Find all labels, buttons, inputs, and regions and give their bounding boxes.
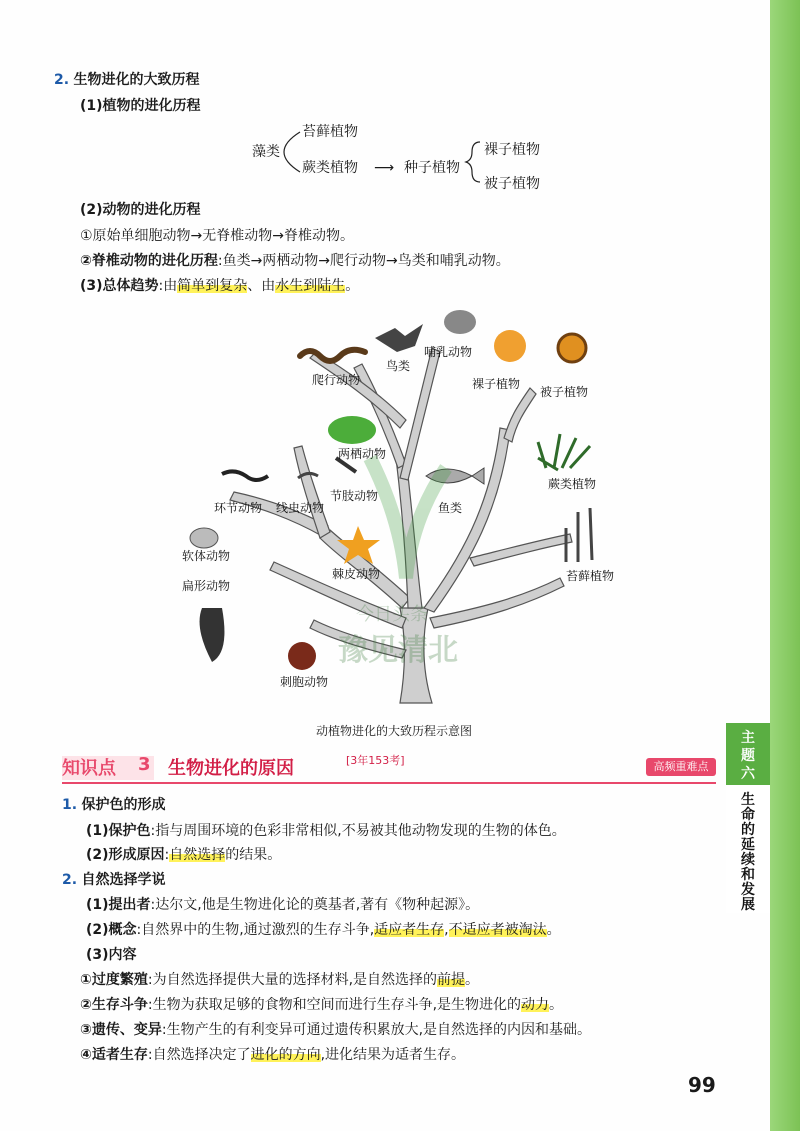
item2-highlight: 动力 xyxy=(521,997,550,1013)
plant-arrow: ⟶ xyxy=(374,160,395,176)
label-fish: 鱼类 xyxy=(438,501,463,515)
natural-item-4 xyxy=(80,1046,465,1064)
side-tab-char: 续 xyxy=(741,852,755,868)
protect-line-1 xyxy=(86,822,566,840)
protect-l2-label: (2)形成原因 xyxy=(86,847,165,863)
jellyfish-icon xyxy=(288,642,316,670)
natural-p2-highlight-2: 不适应者被淘汰 xyxy=(448,922,547,938)
plant-fern-label: 蕨类植物 xyxy=(302,160,358,176)
animal-line-2 xyxy=(80,252,510,270)
plant-root-label: 藻类 xyxy=(252,144,280,160)
side-tab-char: 发 xyxy=(741,882,755,898)
side-tab-char: 主 xyxy=(741,730,755,746)
side-tab-char: 展 xyxy=(741,897,755,913)
kp-label: 知识点 xyxy=(62,758,116,779)
item1-highlight: 前提 xyxy=(437,972,466,988)
label-annelid: 环节动物 xyxy=(214,501,263,515)
natural-title: 自然选择学说 xyxy=(81,872,166,888)
protect-l2-colon: : xyxy=(164,847,170,863)
plant-seed-label: 种子植物 xyxy=(404,160,460,176)
natural-item-3 xyxy=(80,1021,591,1039)
label-flatworm: 扁形动物 xyxy=(182,579,231,593)
label-angio: 被子植物 xyxy=(540,385,589,399)
natural-p2-end: 。 xyxy=(546,922,561,938)
label-moss: 苔藓植物 xyxy=(566,569,615,583)
item4-end: ,进化结果为适者生存。 xyxy=(320,1047,466,1063)
flatworm-icon xyxy=(200,608,225,662)
protect-line-2 xyxy=(86,846,281,864)
natural-item-2 xyxy=(80,996,563,1014)
sunflower-icon xyxy=(558,334,586,362)
section-title: 生物进化的大致历程 xyxy=(73,72,200,88)
bird-icon xyxy=(375,324,423,352)
item4-text: :自然选择决定了 xyxy=(147,1047,251,1063)
watermark-text-2: 豫见清北 xyxy=(338,633,458,668)
natural-p2-highlight-1: 适应者生存 xyxy=(374,922,445,938)
protect-l2-highlight: 自然选择 xyxy=(169,847,226,863)
label-fern: 蕨类植物 xyxy=(548,477,597,491)
kp-title: 生物进化的原因 xyxy=(168,758,294,779)
natural-p1-label: (1)提出者 xyxy=(86,897,151,913)
item2-text: :生物为获取足够的食物和空间而进行生存斗争,是生物进化的 xyxy=(147,997,522,1013)
trend-end: 。 xyxy=(345,278,360,294)
item2-end: 。 xyxy=(549,997,564,1013)
trend-line xyxy=(80,277,359,295)
gymnosperm-icon xyxy=(494,330,526,362)
natural-heading xyxy=(62,871,166,889)
trend-highlight-1: 简单到复杂 xyxy=(177,278,248,294)
item3-text: :生物产生的有利变异可通过遗传积累放大,是自然选择的内因和基础。 xyxy=(161,1022,592,1038)
item4-highlight: 进化的方向 xyxy=(250,1047,321,1063)
label-bird: 鸟类 xyxy=(386,359,411,373)
side-tab-body xyxy=(726,785,770,913)
kp-exam-count: [3年153考] xyxy=(346,754,405,767)
figure-caption: 动植物进化的大致历程示意图 xyxy=(316,724,473,738)
section-2-heading xyxy=(54,71,200,89)
plant-heading: (1)植物的进化历程 xyxy=(80,98,201,114)
item3-label: ③遗传、变异 xyxy=(80,1022,162,1038)
chapter-side-tab xyxy=(726,723,770,913)
natural-item-1 xyxy=(80,971,479,989)
page-edge xyxy=(770,0,800,1131)
kp-number: 3 xyxy=(138,754,151,775)
label-mammal: 哺乳动物 xyxy=(424,345,473,359)
snake-icon xyxy=(300,350,365,361)
protect-title: 保护色的形成 xyxy=(81,797,166,813)
plant-moss-label: 苔藓植物 xyxy=(302,124,358,140)
fern-icon xyxy=(538,434,590,470)
trend-label: (3)总体趋势 xyxy=(80,278,159,294)
section-number: 2. xyxy=(54,72,70,88)
knowledge-point-header xyxy=(62,754,716,782)
item1-text: :为自然选择提供大量的选择材料,是自然选择的 xyxy=(147,972,438,988)
side-tab-char: 生 xyxy=(741,792,755,808)
animal-heading: (2)动物的进化历程 xyxy=(80,202,201,218)
snail-icon xyxy=(190,528,218,548)
plant-brace-lines xyxy=(280,120,490,200)
frog-icon xyxy=(328,416,376,444)
trend-highlight-2: 水生到陆生 xyxy=(275,278,346,294)
protect-l2-end: 的结果。 xyxy=(225,847,282,863)
natural-p1 xyxy=(86,896,479,914)
plant-gymno-label: 裸子植物 xyxy=(484,142,540,158)
side-tab-char: 命 xyxy=(741,807,755,823)
rabbit-icon xyxy=(444,310,476,334)
difficulty-badge: 高频重难点 xyxy=(646,758,716,776)
item2-label: ②生存斗争 xyxy=(80,997,148,1013)
protect-l1-label: (1)保护色 xyxy=(86,823,151,839)
protect-number: 1. xyxy=(62,797,78,813)
plant-angio-label: 被子植物 xyxy=(484,176,540,192)
natural-number: 2. xyxy=(62,872,78,888)
label-mollusk: 软体动物 xyxy=(182,549,231,563)
protect-heading xyxy=(62,796,166,814)
label-cnidarian: 刺胞动物 xyxy=(280,675,329,689)
label-echinoderm: 棘皮动物 xyxy=(332,567,381,581)
natural-p2-label: (2)概念 xyxy=(86,922,137,938)
side-tab-char: 题 xyxy=(741,748,755,764)
earthworm-icon xyxy=(222,471,268,480)
protect-l1-text: :指与周围环境的色彩非常相似,不易被其他动物发现的生物的体色。 xyxy=(150,823,566,839)
natural-p2-comma: , xyxy=(444,922,449,938)
page-number: 99 xyxy=(688,1073,716,1097)
label-amphibian: 两栖动物 xyxy=(338,447,387,461)
label-nematode: 线虫动物 xyxy=(276,501,325,515)
side-tab-char: 延 xyxy=(741,837,755,853)
natural-p1-text: :达尔文,他是生物进化论的奠基者,著有《物种起源》。 xyxy=(150,897,480,913)
item4-label: ④适者生存 xyxy=(80,1047,148,1063)
natural-p3: (3)内容 xyxy=(86,947,137,963)
label-arthropod: 节肢动物 xyxy=(330,489,379,503)
side-tab-char: 的 xyxy=(741,822,755,838)
label-reptile: 爬行动物 xyxy=(312,373,361,387)
animal-line-1: ①原始单细胞动物→无脊椎动物→脊椎动物。 xyxy=(80,228,355,244)
animal-line-2-text: :鱼类→两栖动物→爬行动物→鸟类和哺乳动物。 xyxy=(217,253,510,269)
item1-label: ①过度繁殖 xyxy=(80,972,148,988)
trend-mid: 、由 xyxy=(247,278,276,294)
evolution-tree-figure xyxy=(170,308,640,713)
watermark-text: 今日头条 xyxy=(356,604,428,625)
animal-line-2-label: ②脊椎动物的进化历程 xyxy=(80,253,218,269)
side-tab-char: 和 xyxy=(741,867,755,883)
trend-colon: :由 xyxy=(158,278,178,294)
natural-p2-text: :自然界中的生物,通过激烈的生存斗争, xyxy=(136,922,375,938)
side-tab-char: 六 xyxy=(741,766,755,782)
item1-end: 。 xyxy=(465,972,480,988)
label-gymno: 裸子植物 xyxy=(472,377,521,391)
natural-p2 xyxy=(86,921,561,939)
kp-underline xyxy=(62,782,716,784)
side-tab-top xyxy=(726,723,770,785)
